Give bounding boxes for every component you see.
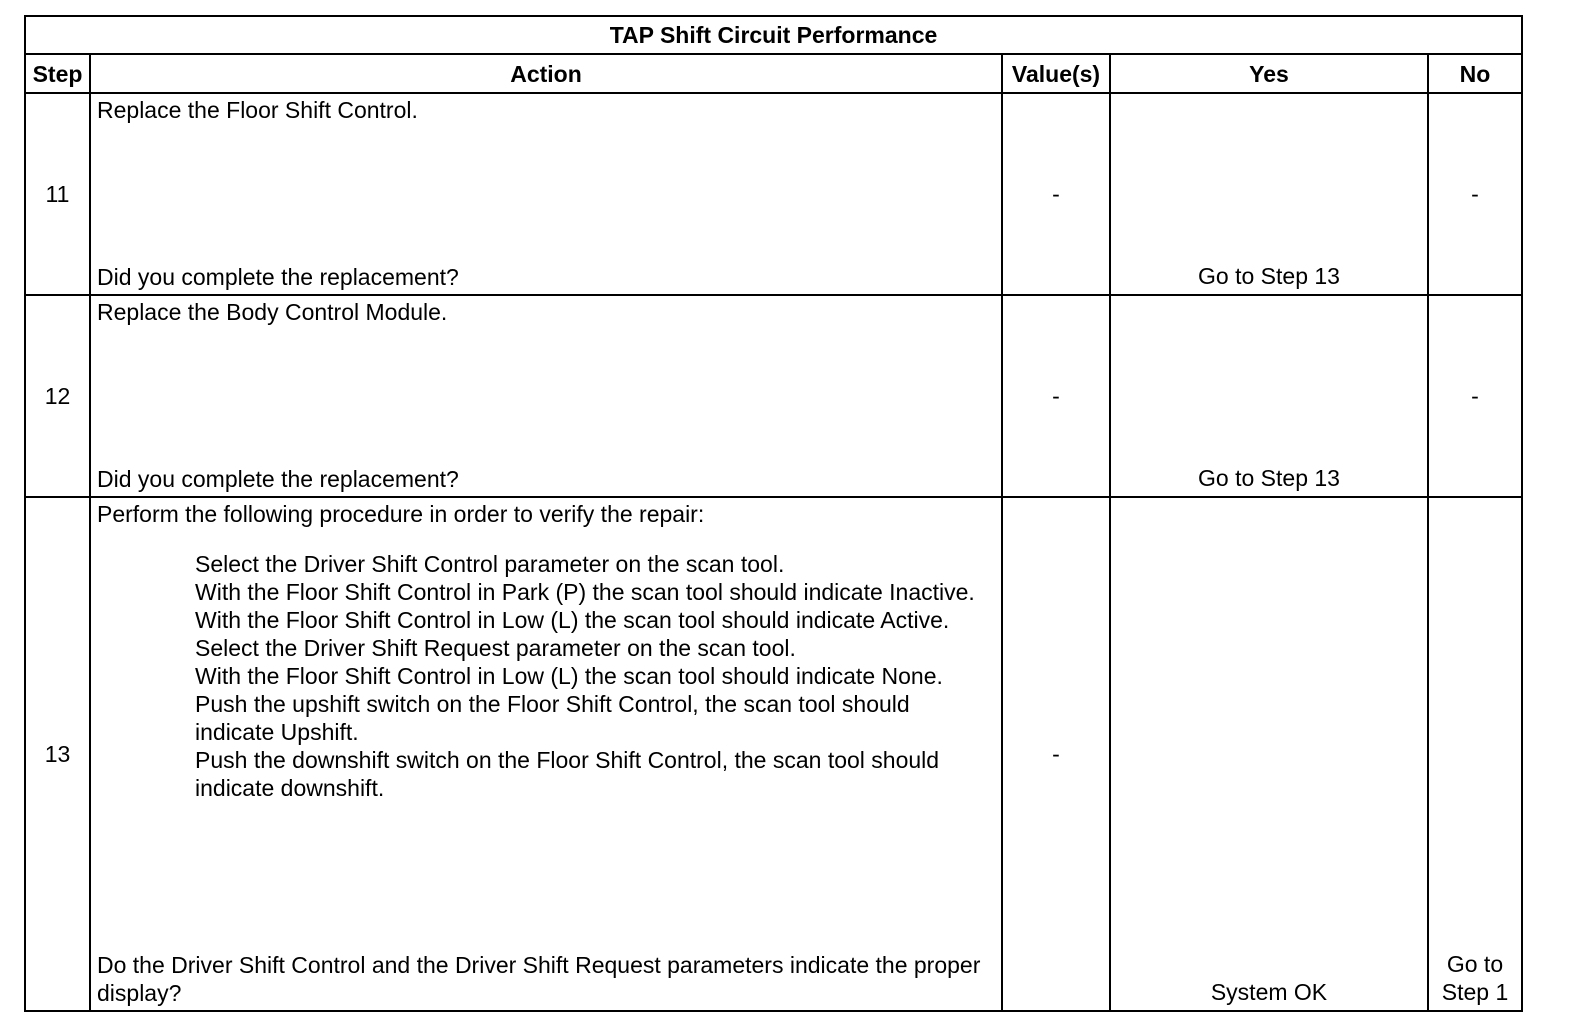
value-cell: - — [1002, 93, 1110, 295]
header-step: Step — [25, 54, 90, 93]
action-cell — [90, 93, 1002, 295]
action-instruction: Replace the Floor Shift Control. — [97, 97, 418, 123]
procedure-step: Select the Driver Shift Control parameter on the scan tool. — [195, 551, 785, 577]
yes-result: Go to Step 13 — [1198, 263, 1340, 289]
table-row — [25, 93, 1522, 295]
no-result: Go to Step 1 — [1441, 951, 1509, 1005]
yes-cell — [1110, 295, 1428, 497]
table-row — [25, 295, 1522, 497]
procedure-list — [195, 550, 995, 802]
action-instruction: Replace the Body Control Module. — [97, 299, 448, 325]
step-number: 13 — [25, 497, 90, 1011]
yes-result: System OK — [1210, 979, 1328, 1005]
yes-result: Go to Step 13 — [1198, 465, 1340, 491]
step-number: 11 — [25, 93, 90, 295]
header-yes: Yes — [1110, 54, 1428, 93]
header-no: No — [1428, 54, 1522, 93]
action-question: Did you complete the replacement? — [97, 264, 459, 290]
procedure-step: With the Floor Shift Control in Park (P) the scan tool should indicate Inactive. — [195, 579, 975, 605]
header-action: Action — [90, 54, 1002, 93]
no-cell: - — [1428, 93, 1522, 295]
action-question: Do the Driver Shift Control and the Driver Shift Request parameters indicate the proper display? — [97, 952, 981, 1006]
action-question: Did you complete the replacement? — [97, 466, 459, 492]
table-row — [25, 497, 1522, 1011]
header-values: Value(s) — [1002, 54, 1110, 93]
step-number: 12 — [25, 295, 90, 497]
yes-cell — [1110, 93, 1428, 295]
value-cell: - — [1002, 295, 1110, 497]
diagnostic-table — [24, 15, 1523, 1012]
value-cell: - — [1002, 497, 1110, 1011]
procedure-step: With the Floor Shift Control in Low (L) the scan tool should indicate None. — [195, 663, 943, 689]
table-title: TAP Shift Circuit Performance — [25, 16, 1522, 54]
action-cell — [90, 497, 1002, 1011]
action-cell — [90, 295, 1002, 497]
no-cell: - — [1428, 295, 1522, 497]
action-instruction: Perform the following procedure in order to verify the repair: — [97, 501, 705, 527]
procedure-step: With the Floor Shift Control in Low (L) the scan tool should indicate Active. — [195, 607, 950, 633]
procedure-step: Push the upshift switch on the Floor Shift Control, the scan tool should indicate Upshift. — [195, 691, 910, 745]
procedure-step: Push the downshift switch on the Floor Shift Control, the scan tool should indicate downshift. — [195, 747, 940, 801]
procedure-step: Select the Driver Shift Request parameter on the scan tool. — [195, 635, 796, 661]
no-cell — [1428, 497, 1522, 1011]
yes-cell — [1110, 497, 1428, 1011]
